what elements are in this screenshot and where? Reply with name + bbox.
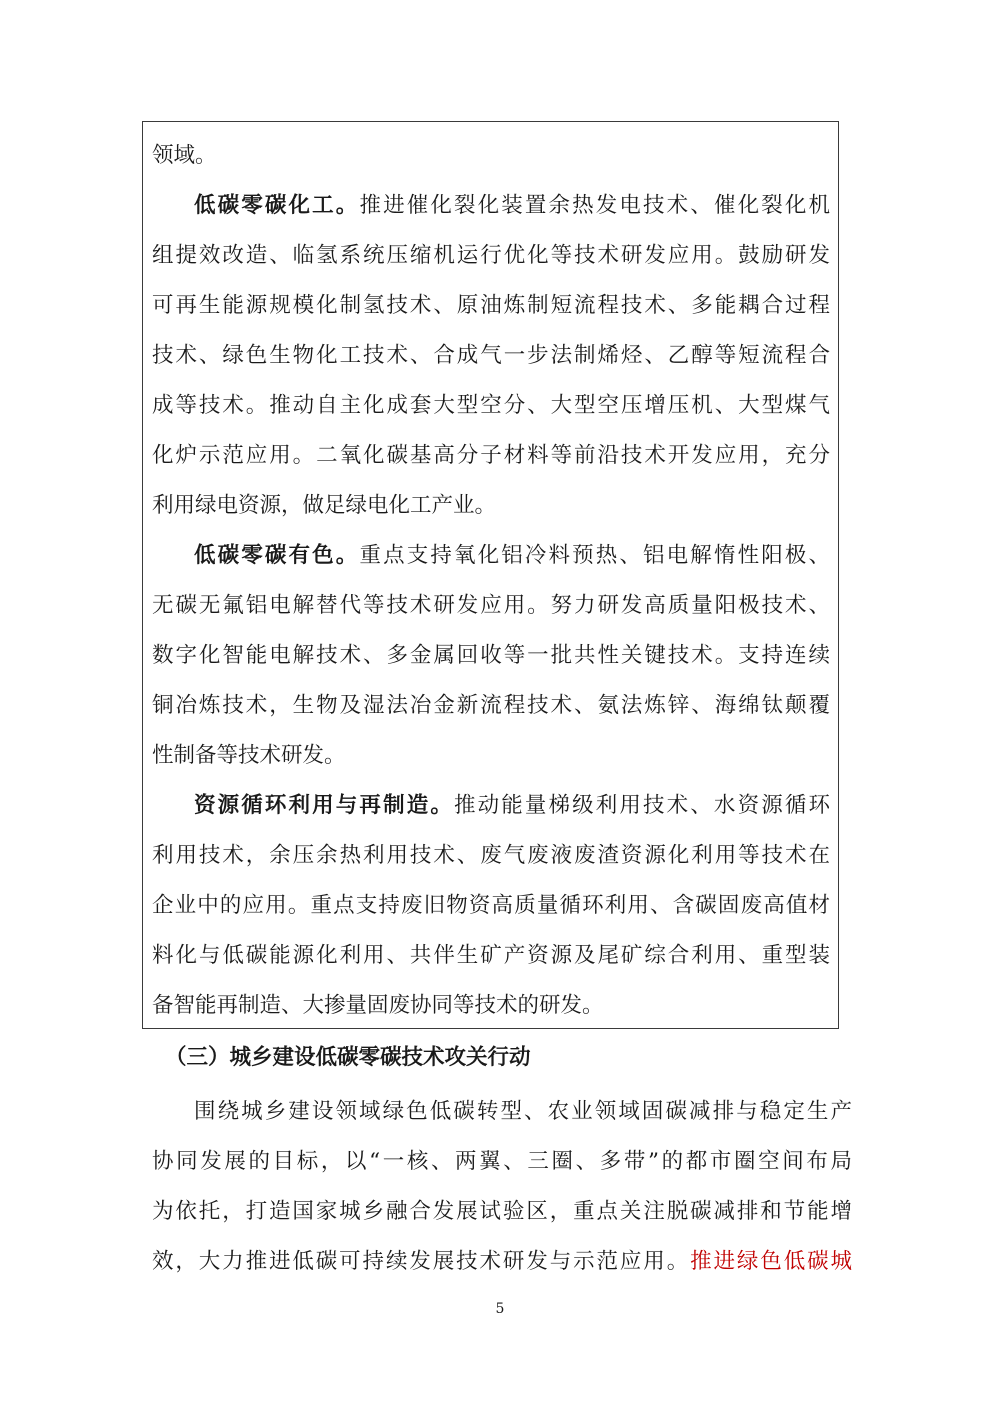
section-heading: （三）城乡建设低碳零碳技术攻关行动 [165,1045,531,1070]
paragraph-line [194,191,830,221]
paragraph-line: 利用技术，余压余热利用技术、废气废液废渣资源化利用等技术在 [152,843,830,868]
page-number: 5 [495,1301,505,1317]
paragraph-line: 料化与低碳能源化利用、共伴生矿产资源及尾矿综合利用、重型装 [152,943,830,968]
paragraph-line: 备智能再制造、大掺量固废协同等技术的研发。 [152,993,604,1018]
line-text: 效，大力推进低碳可持续发展技术研发与示范应用。 [152,1249,691,1274]
paragraph-line: 领域。 [152,143,217,168]
paragraph-line [194,791,830,821]
paragraph-line: 技术、绿色生物化工技术、合成气一步法制烯烃、乙醇等短流程合 [152,343,830,368]
paragraph-line: 协同发展的目标，以“一核、两翼、三圈、多带”的都市圈空间布局 [152,1149,852,1174]
paragraph-line: 无碳无氟铝电解替代等技术研发应用。努力研发高质量阳极技术、 [152,593,830,618]
bold-term: 资源循环利用与再制造。 [194,793,454,818]
line-rest: 推进催化裂化装置余热发电技术、催化裂化机 [359,193,830,218]
paragraph-line: 可再生能源规模化制氢技术、原油炼制短流程技术、多能耦合过程 [152,293,830,318]
paragraph-line: 性制备等技术研发。 [152,743,346,768]
paragraph-line: 铜冶炼技术，生物及湿法冶金新流程技术、氨法炼锌、海绵钛颠覆 [152,693,830,718]
paragraph-line: 组提效改造、临氢系统压缩机运行优化等技术研发应用。鼓励研发 [152,243,830,268]
paragraph-line [152,1247,852,1277]
paragraph-line: 企业中的应用。重点支持废旧物资高质量循环利用、含碳固废高值材 [152,893,830,918]
paragraph-line: 成等技术。推动自主化成套大型空分、大型空压增压机、大型煤气 [152,393,830,418]
paragraph-line: 利用绿电资源，做足绿电化工产业。 [152,493,497,518]
bold-term: 低碳零碳化工。 [194,193,360,218]
paragraph-line: 化炉示范应用。二氧化碳基高分子材料等前沿技术开发应用，充分 [152,443,830,468]
paragraph-line [194,541,830,571]
paragraph-line: 为依托，打造国家城乡融合发展试验区，重点关注脱碳减排和节能增 [152,1199,852,1224]
line-rest: 推动能量梯级利用技术、水资源循环 [453,793,830,818]
paragraph-line: 数字化智能电解技术、多金属回收等一批共性关键技术。支持连续 [152,643,830,668]
paragraph-line: 围绕城乡建设领域绿色低碳转型、农业领域固碳减排与稳定生产 [194,1099,852,1124]
bold-term: 低碳零碳有色。 [194,543,360,568]
line-rest: 重点支持氧化铝冷料预热、铝电解惰性阳极、 [359,543,830,568]
highlighted-text: 推进绿色低碳城 [690,1249,852,1274]
